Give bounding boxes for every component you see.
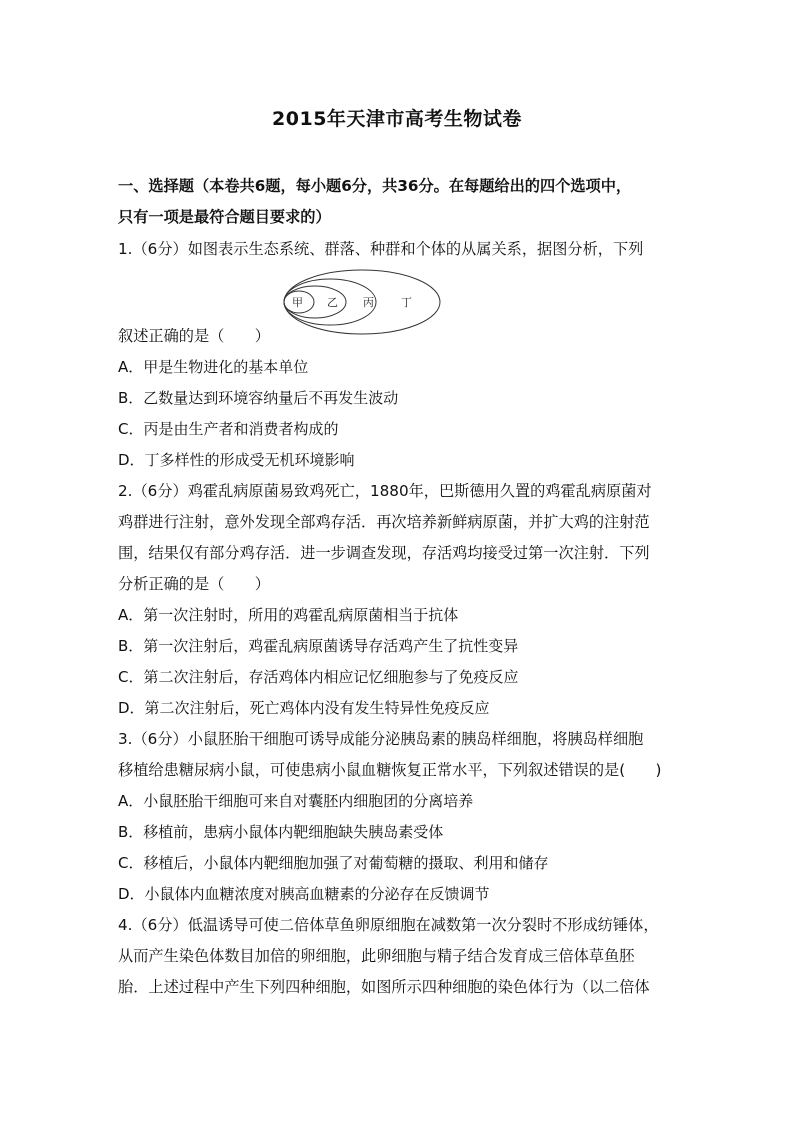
section-heading-line-1: 一、选择题（本卷共6题，每小题6分，共36分。在每题给出的四个选项中， [118,177,632,195]
question-3-stem-line-2: 移植给患糖尿病小鼠，可使患病小鼠血糖恢复正常水平，下列叙述错误的是( ) [118,761,662,779]
question-3-option-b: B．移植前，患病小鼠体内靶细胞缺失胰岛素受体 [118,823,444,841]
question-2-stem-line-1: 2.（6分）鸡霍乱病原菌易致鸡死亡，1880年，巴斯德用久置的鸡霍乱病原菌对 [118,482,652,500]
label-yi: 乙 [327,296,338,309]
question-3-stem-line-1: 3.（6分）小鼠胚胎干细胞可诱导成能分泌胰岛素的胰岛样细胞，将胰岛样细胞 [118,730,644,748]
question-2-option-c: C．第二次注射后，存活鸡体内相应记忆细胞参与了免疫反应 [118,668,519,686]
page-title: 2015年天津市高考生物试卷 [272,108,522,130]
question-4-stem-line-1: 4.（6分）低温诱导可使二倍体草鱼卵原细胞在减数第一次分裂时不形成纺锤体， [118,916,659,934]
label-bing: 丙 [363,296,374,309]
question-1-option-b: B．乙数量达到环境容纳量后不再发生波动 [118,389,399,407]
question-2-option-a: A．第一次注射时，所用的鸡霍乱病原菌相当于抗体 [118,606,459,624]
section-heading-line-2: 只有一项是最符合题目要求的） [118,208,331,226]
question-3-option-d: D．小鼠体内血糖浓度对胰高血糖素的分泌存在反馈调节 [118,885,490,903]
question-2-option-d: D．第二次注射后，死亡鸡体内没有发生特异性免疫反应 [118,699,490,717]
question-4-stem-line-2: 从而产生染色体数目加倍的卵细胞，此卵细胞与精子结合发育成三倍体草鱼胚 [118,947,635,965]
question-3-option-a: A．小鼠胚胎干细胞可来自对囊胚内细胞团的分离培养 [118,792,474,810]
label-jia: 甲 [292,296,303,309]
question-1-option-d: D．丁多样性的形成受无机环境影响 [118,451,355,469]
ellipse-ding [284,270,440,334]
label-ding: 丁 [401,296,412,309]
question-1-stem-line-1: 1.（6分）如图表示生态系统、群落、种群和个体的从属关系，据图分析，下列 [118,240,644,258]
question-1-stem-line-2: 叙述正确的是（ ） [118,327,270,345]
question-2-stem-line-3: 围，结果仅有部分鸡存活．进一步调查发现，存活鸡均接受过第一次注射．下列 [118,544,650,562]
question-1-option-c: C．丙是由生产者和消费者构成的 [118,420,339,438]
question-2-option-b: B．第一次注射后，鸡霍乱病原菌诱导存活鸡产生了抗性变异 [118,637,519,655]
question-2-stem-line-4: 分析正确的是（ ） [118,575,270,593]
question-3-option-c: C．移植后，小鼠体内靶细胞加强了对葡萄糖的摄取、利用和储存 [118,854,549,872]
question-2-stem-line-2: 鸡群进行注射，意外发现全部鸡存活．再次培养新鲜病原菌，并扩大鸡的注射范 [118,513,650,531]
question-4-stem-line-3: 胎．上述过程中产生下列四种细胞，如图所示四种细胞的染色体行为（以二倍体 [118,978,650,996]
question-1-option-a: A．甲是生物进化的基本单位 [118,358,309,376]
